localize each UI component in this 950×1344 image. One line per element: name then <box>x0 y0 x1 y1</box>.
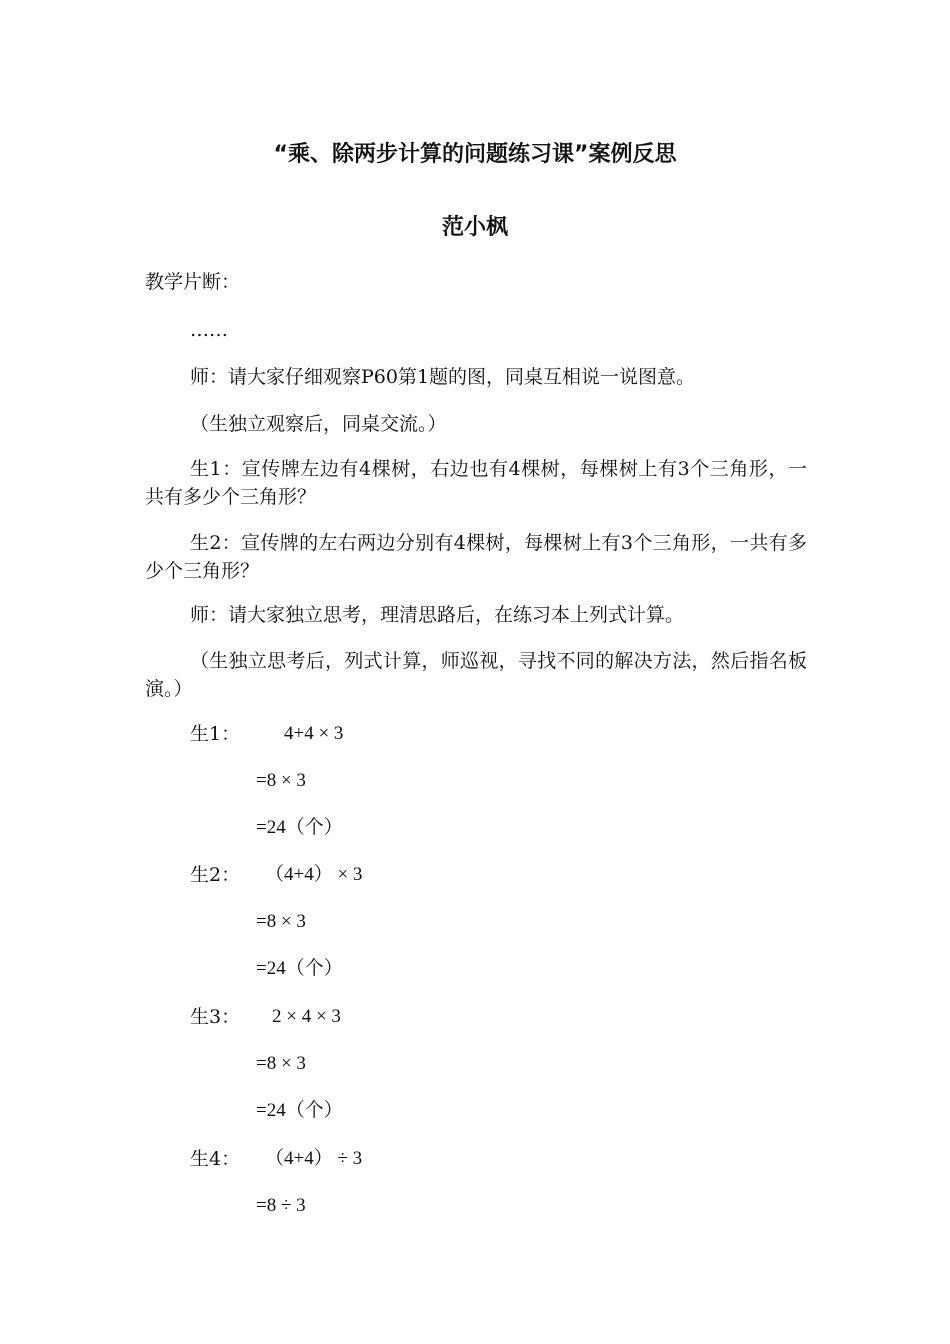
student-2-label: 生2： <box>190 864 241 886</box>
student-1-expression: 4+4 × 3 <box>284 723 344 744</box>
student-4-expression: （4+4） ÷ 3 <box>265 1148 363 1169</box>
student-3-expression: 2 × 4 × 3 <box>272 1006 341 1027</box>
paragraph-teacher-2: 师：请大家独立思考，理清思路后，在练习本上列式计算。 <box>190 604 685 626</box>
paragraph-note-2: （生独立思考后，列式计算，师巡视，寻找不同的解决方法，然后指名板演。） <box>145 650 807 700</box>
student-1-step-1: =8 × 3 <box>256 770 306 791</box>
author-name: 范小枫 <box>441 215 508 240</box>
student-1-step-2: =24（个） <box>256 817 343 838</box>
paragraph-note-1: （生独立观察后，同桌交流。） <box>190 413 447 435</box>
student-3-step-2: =24（个） <box>256 1100 343 1121</box>
student-2-step-2: =24（个） <box>256 958 343 979</box>
document-title: “乘、除两步计算的问题练习课”案例反思 <box>273 142 677 167</box>
student-3-label: 生3： <box>190 1006 241 1028</box>
ellipsis: …… <box>190 319 228 341</box>
student-4-label: 生4： <box>190 1148 241 1170</box>
paragraph-student-2: 生2：宣传牌的左右两边分别有4棵树，每棵树上有3个三角形，一共有多少个三角形？ <box>145 532 807 582</box>
student-2-expression: （4+4） × 3 <box>265 864 363 885</box>
paragraph-teacher-1: 师：请大家仔细观察P60第1题的图，同桌互相说一说图意。 <box>190 366 696 388</box>
paragraph-student-1: 生1：宣传牌左边有4棵树，右边也有4棵树，每棵树上有3个三角形，一共有多少个三角形？ <box>145 458 807 508</box>
student-4-step-1: =8 ÷ 3 <box>256 1195 306 1216</box>
student-1-label: 生1： <box>190 723 241 745</box>
student-2-step-1: =8 × 3 <box>256 911 306 932</box>
student-3-step-1: =8 × 3 <box>256 1053 306 1074</box>
section-heading: 教学片断： <box>145 271 241 293</box>
